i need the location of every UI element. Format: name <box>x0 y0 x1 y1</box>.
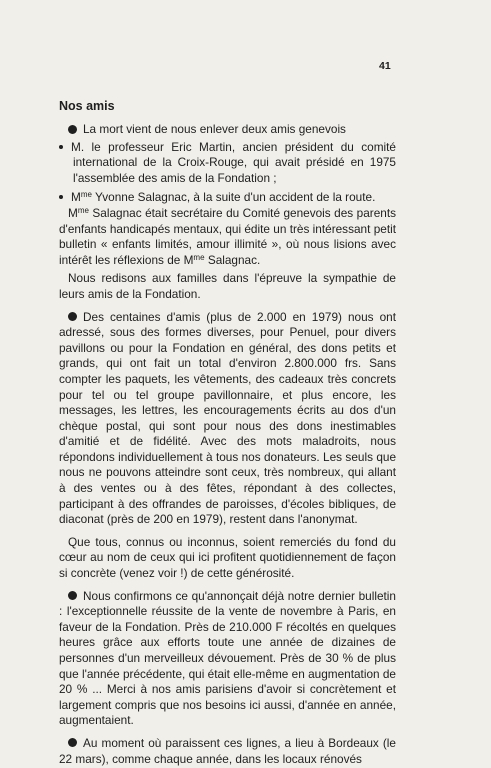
list-item-text: M. le professeur Eric Martin, ancien président du comité international de la Croix-Rouge, qui avait présidé en 1975 l'assemblée des amis de la Fondation ; <box>71 139 396 185</box>
paragraph-text: Des centaines d'amis (plus de 2.000 en 1979) nous ont adressé, sous des formes diverses, pour Penuel, pour divers pavillons ou pour la Fondation en général, des dons petits et grands, qui ont fait un total d'environ 2.800.000 frs. Sans compter les paquets, les vêtements, des cadeaux très concrets pour tel ou tel groupe pavillonnaire, et plus encore, les messages, les lettres, les encouragements écrits au dos d'un chèque postal, qui sont pour nous des dons inestimables d'amitié et de fidélité. Avec des mots maladroits, nous répondons individuellement à tous nos donateurs. Les seuls que nous ne pouvons atteindre sont ceux, très nombreux, qui allant à des ventes ou à des fêtes, répondant à des collectes, participant à des offrandes de paroisses, d'écoles bibliques, de diaconat (près de 200 en 1979), restent dans l'anonymat. <box>59 309 396 527</box>
paragraph-salagnac: $M^{me}$ Salagnac était secrétaire du Comité genevois des parents d'enfants handicapés mentaux, qui édite un très intéressant petit bulletin « enfants limités, amour illimité », où nous lisions avec intérêt les réflexions de $M^{me}$ Salagnac. <box>59 205 396 267</box>
paragraph-paris-sale <box>59 589 396 729</box>
bullet-icon <box>68 312 77 321</box>
section-title: Nos amis <box>59 99 115 113</box>
paragraph-thanks: Que tous, connus ou inconnus, soient remerciés du fond du cœur au nom de ceux qui ici profitent quotidiennement de façon si concrète (venez voir !) de cette générosité. <box>59 534 396 581</box>
list-item-eric-martin <box>59 140 396 187</box>
small-bullet-icon <box>59 195 63 199</box>
list-item-salagnac: $M^{me}$ Yvonne Salagnac, à la suite d'un accident de la route. <box>59 190 396 206</box>
paragraph-bordeaux <box>59 736 396 767</box>
paragraph-sympathy: Nous redisons aux familles dans l'épreuve la sympathie de leurs amis de la Fondation. <box>59 271 396 301</box>
paragraph-text: La mort vient de nous enlever deux amis genevois <box>83 122 346 136</box>
body-text <box>59 122 396 767</box>
bullet-icon <box>68 738 77 747</box>
bullet-icon <box>68 591 77 600</box>
paragraph-text: Au moment où paraissent ces lignes, a lieu à Bordeaux (le 22 mars), comme chaque année, dans les locaux rénovés <box>59 735 396 766</box>
paragraph-donations <box>59 310 396 528</box>
small-bullet-icon <box>59 145 63 149</box>
page-number: 41 <box>379 60 391 72</box>
paragraph-deaths <box>59 122 396 138</box>
bullet-icon <box>68 125 77 134</box>
paragraph-text: Nous confirmons ce qu'annonçait déjà notre dernier bulletin : l'exceptionnelle réussite de la vente de novembre à Paris, en faveur de la Fondation. Près de 210.000 F récoltés en quelques heures grâce aux efforts toute une année de dizaines de personnes d'un merveilleux dévouement. Près de 30 % de plus que l'année précédente, qui était elle-même en augmentation de 20 % ... Merci à nos amis parisiens d'avoir si concrètement et largement compris que nos besoins ici aussi, d'année en année, augmentaient. <box>59 588 396 728</box>
